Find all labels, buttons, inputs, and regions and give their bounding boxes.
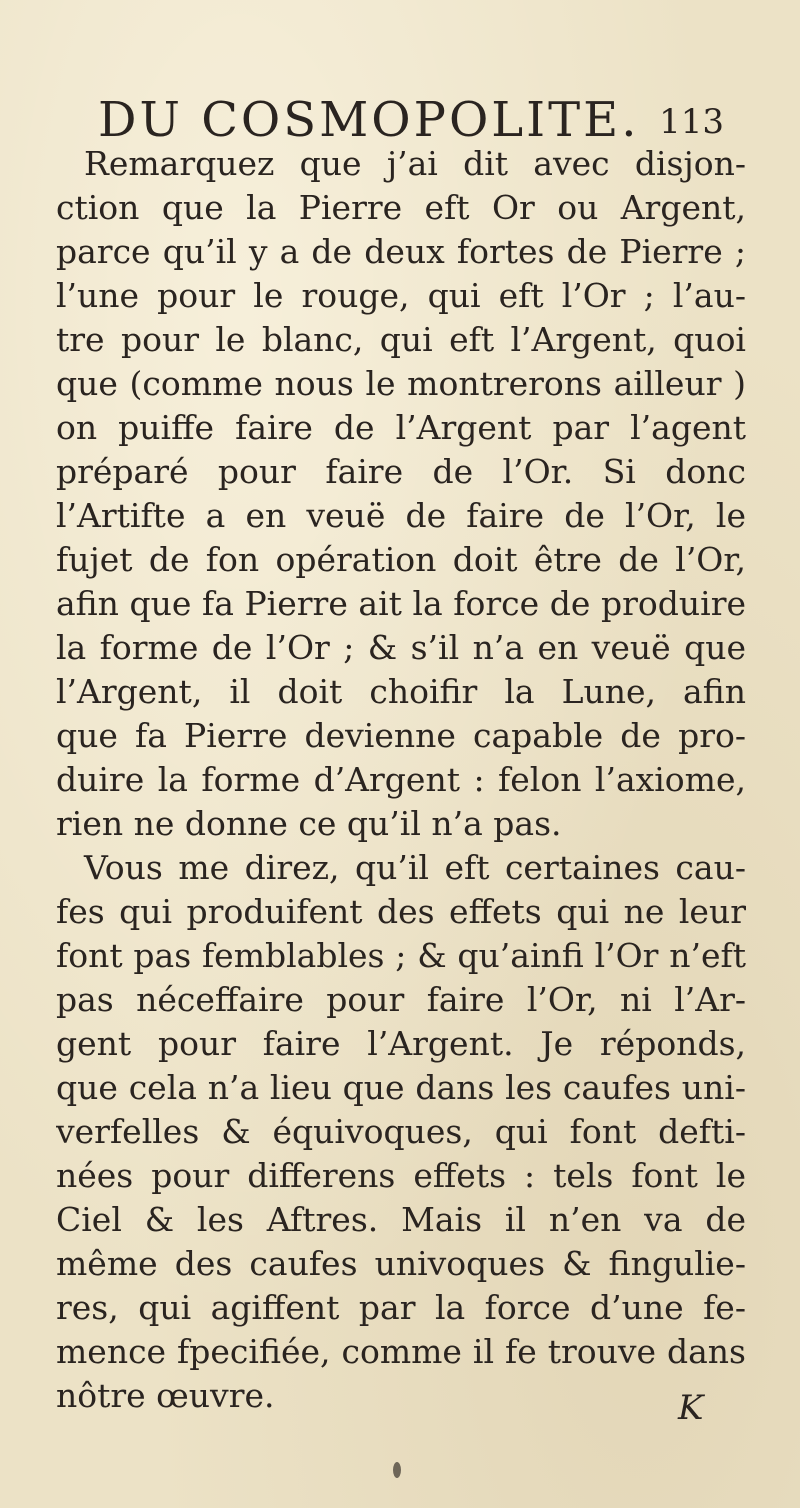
text-line: mence fpecifiée, comme il fe trouve dans xyxy=(56,1332,746,1371)
text-line: nées pour differens effets : tels font le xyxy=(56,1156,746,1195)
text-line: rien ne donne ce qu’il n’a pas. xyxy=(56,804,562,843)
text-line: verfelles & équivoques, qui font defti- xyxy=(56,1112,746,1151)
text-line: fes qui produifent des effets qui ne leur xyxy=(56,892,746,931)
text-line: l’Artifte a en veuë de faire de l’Or, le xyxy=(56,496,746,535)
text-line: tre pour le blanc, qui eft l’Argent, quoi xyxy=(56,320,746,359)
text-line: Vous me direz, qu’il eft certaines cau- xyxy=(84,848,746,887)
text-line: nôtre œuvre. xyxy=(56,1376,275,1415)
ink-speck xyxy=(393,1462,401,1478)
text-line: res, qui agiffent par la force d’une fe- xyxy=(56,1288,746,1327)
running-title: DU COSMOPOLITE. xyxy=(98,92,640,148)
catchword: K xyxy=(678,1388,704,1428)
running-head xyxy=(98,92,724,148)
text-line: gent pour faire l’Argent. Je réponds, xyxy=(56,1024,746,1063)
text-line: afin que fa Pierre ait la force de produire xyxy=(56,584,746,623)
text-line: l’une pour le rouge, qui eft l’Or ; l’au- xyxy=(56,276,746,315)
text-line: Ciel & les Aftres. Mais il n’en va de xyxy=(56,1200,746,1239)
body-text xyxy=(56,142,746,1418)
text-line: duire la forme d’Argent : felon l’axiome, xyxy=(56,760,746,799)
text-line: fujet de fon opération doit être de l’Or, xyxy=(56,540,746,579)
text-line: que (comme nous le montrerons ailleur ) xyxy=(56,364,746,403)
text-line: préparé pour faire de l’Or. Si donc xyxy=(56,452,746,491)
text-line: la forme de l’Or ; & s’il n’a en veuë que xyxy=(56,628,746,667)
text-line: que cela n’a lieu que dans les caufes uni- xyxy=(56,1068,746,1107)
text-line: que fa Pierre devienne capable de pro- xyxy=(56,716,746,755)
text-line: pas néceffaire pour faire l’Or, ni l’Ar- xyxy=(56,980,746,1019)
text-line: ction que la Pierre eft Or ou Argent, xyxy=(56,188,746,227)
text-line: on puiffe faire de l’Argent par l’agent xyxy=(56,408,746,447)
text-line: font pas femblables ; & qu’ainfi l’Or n’eft xyxy=(56,936,746,975)
page-number: 113 xyxy=(659,102,724,142)
text-line: parce qu’il y a de deux fortes de Pierre ; xyxy=(56,232,746,271)
text-line: Remarquez que j’ai dit avec disjon- xyxy=(84,144,746,183)
text-line: l’Argent, il doit choifir la Lune, afin xyxy=(56,672,746,711)
text-line: même des caufes univoques & fingulie- xyxy=(56,1244,746,1283)
